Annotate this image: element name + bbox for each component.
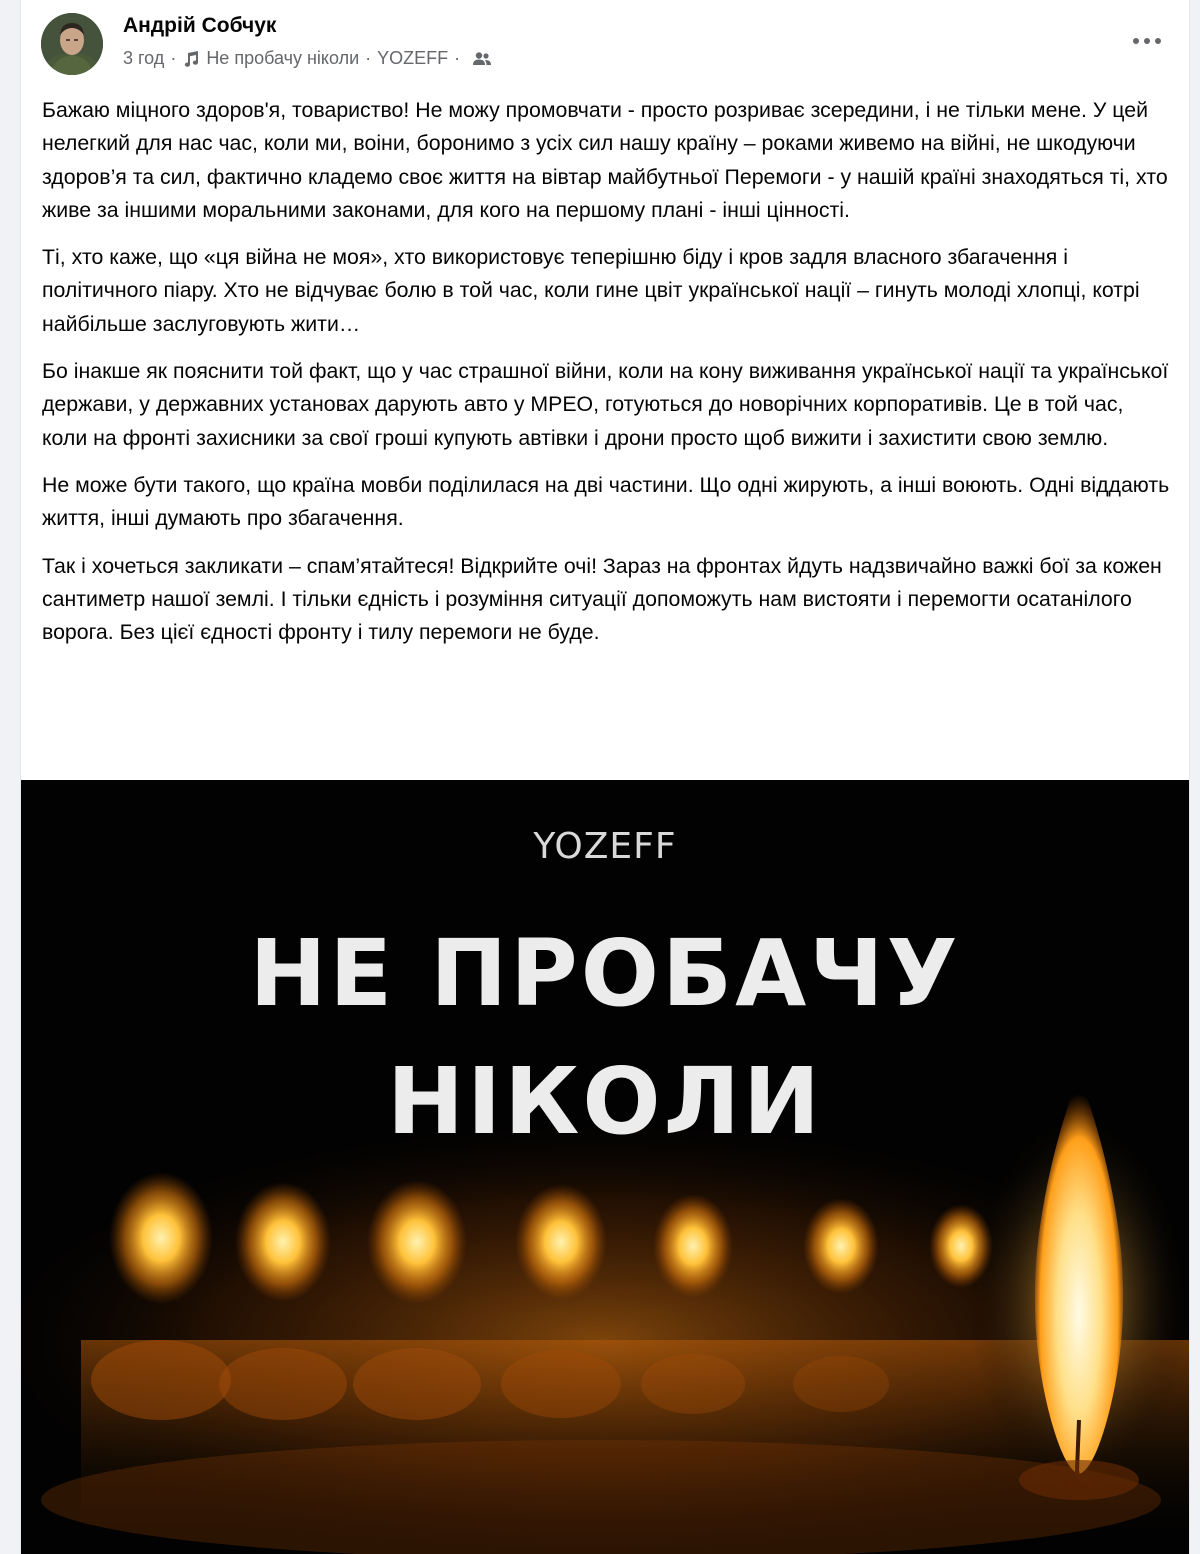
image-title-line1: НЕ ПРОБАЧУ bbox=[249, 920, 961, 1027]
post-image[interactable] bbox=[21, 780, 1189, 1554]
post-paragraph: Бажаю міцного здоров'я, товариство! Не можу промовчати - просто розриває зсередини, і не тільки мене. У цей нелегкий для нас час, коли ми, воіни, боронимо з усіх сил нашу країну – роками живемо на війні, не шкодуючи здоров’я та сил, фактично кладемо своє життя на вівтар майбутньої Перемоги - у нашій країні знаходяться ті, хто живе за іншими моральними законами, для кого на першому плані - інші цінності. bbox=[42, 98, 1168, 222]
author-name[interactable]: Андрій Собчук bbox=[123, 14, 277, 37]
meta-separator: · bbox=[454, 48, 461, 68]
meta-separator: · bbox=[170, 48, 177, 68]
more-options-icon bbox=[1132, 37, 1162, 45]
post-meta bbox=[123, 48, 492, 69]
post-time[interactable]: 3 год bbox=[123, 48, 165, 68]
post-paragraph: Ті, хто каже, що «ця війна не моя», хто використовує теперішню біду і кров задля власного збагачення і політичного піару. Хто не відчуває болю в той час, коли гине цвіт української нації – гинуть молоді хлопці, котрі найбільше заслуговують жити… bbox=[42, 245, 1140, 336]
image-artist-text: YOZEFF bbox=[533, 826, 677, 867]
feed-post bbox=[20, 0, 1190, 1554]
more-options-button[interactable] bbox=[1127, 26, 1167, 56]
music-note-icon bbox=[182, 50, 200, 68]
post-text bbox=[42, 94, 1170, 663]
author-avatar[interactable] bbox=[41, 13, 103, 75]
avatar-photo bbox=[41, 13, 103, 75]
post-paragraph: Не може бути такого, що країна мовби поділилася на дві частини. Що одні жирують, а інші воюють. Одні віддають життя, інші думають про збагачення. bbox=[42, 472, 1170, 531]
meta-separator: · bbox=[365, 48, 372, 68]
song-title[interactable]: Не пробачу ніколи bbox=[206, 48, 360, 68]
post-paragraph: Так і хочеться закликати – спам’ятайтеся! Відкрийте очі! Зараз на фронтах йдуть надзвичайно важкі бої за кожен сантиметр нашої землі. І тільки єдність і розуміння ситуації допоможуть нам вистояти і перемогти осатанілого ворога. Без цієї єдності фронту і тилу перемоги не буде. bbox=[42, 553, 1162, 645]
candles-artwork bbox=[21, 780, 1189, 1554]
friends-audience-icon[interactable] bbox=[472, 51, 492, 67]
post-paragraph: Бо інакше як пояснити той факт, що у час страшної війни, коли на кону виживання української нації та української держави, у державних установах дарують авто у МРЕО, готуються до новорічних корпоративів. Це в той час, коли на фронті захисники за свої гроші купують автівки і дрони просто щоб вижити і захистити свою землю. bbox=[42, 359, 1169, 450]
post-header bbox=[21, 0, 1189, 86]
image-title-line2: НІКОЛИ bbox=[386, 1048, 824, 1155]
song-artist[interactable]: YOZEFF bbox=[377, 48, 449, 68]
